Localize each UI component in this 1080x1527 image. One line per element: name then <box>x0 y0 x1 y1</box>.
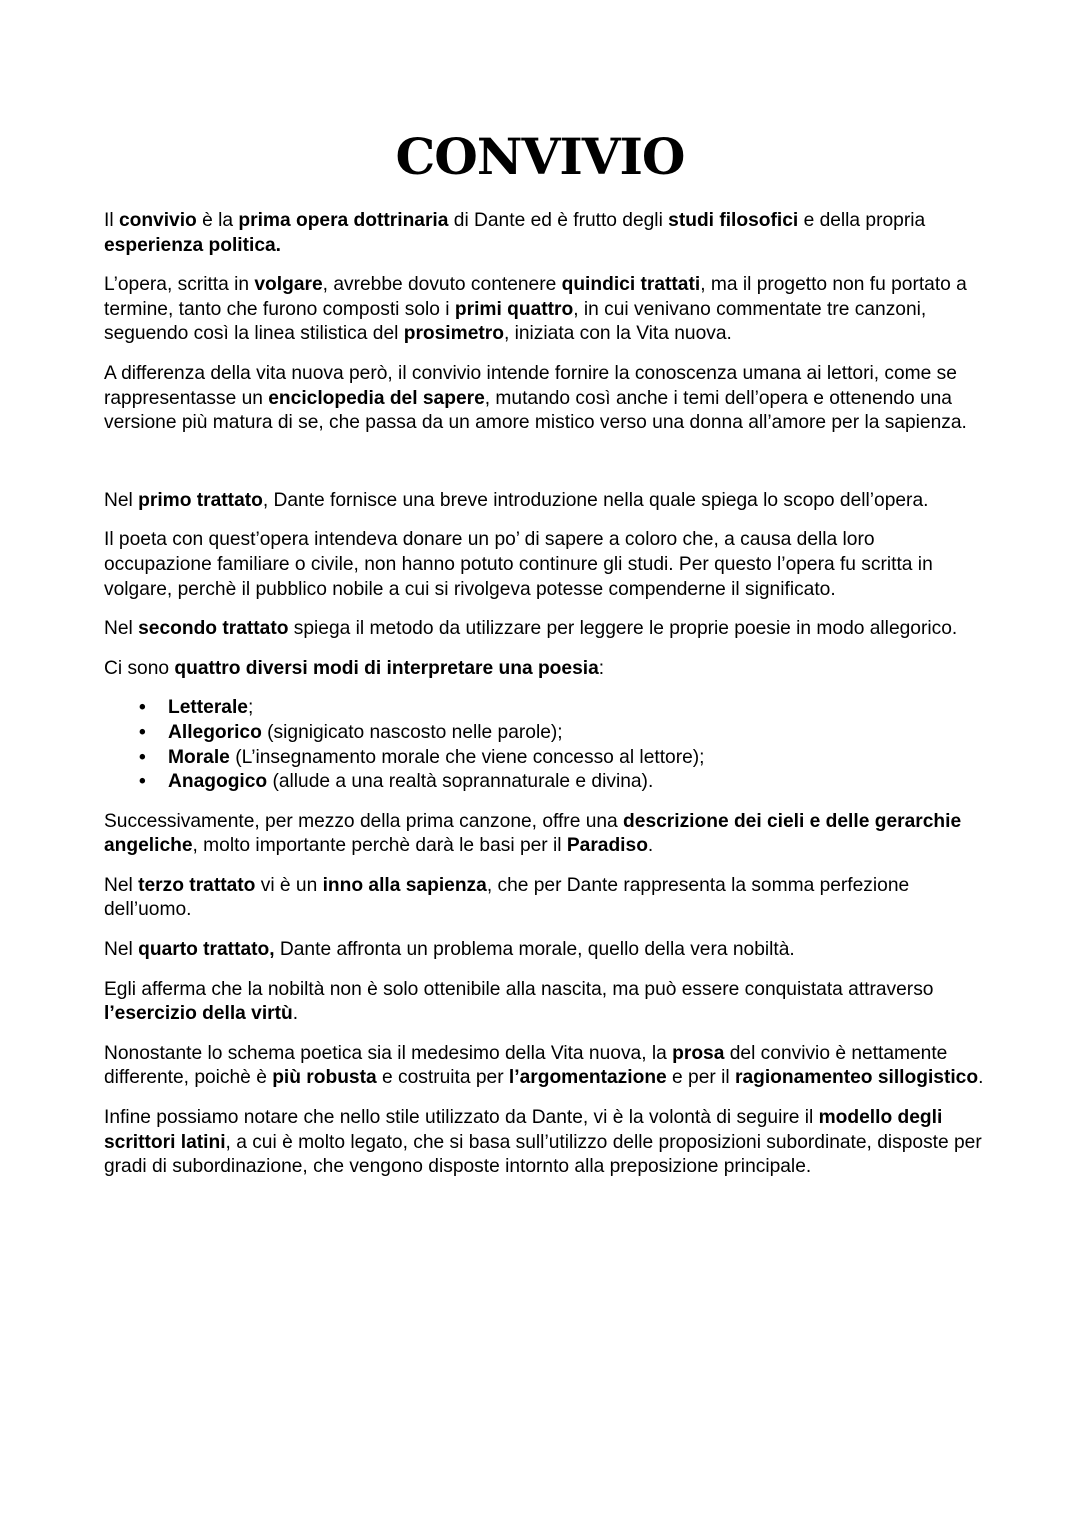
bold-text-run: Anagogico <box>168 771 268 793</box>
text-run: del convivio è nettamente differente, poichè è <box>104 1042 948 1089</box>
paragraph <box>104 1106 984 1180</box>
bold-text-run: terzo trattato <box>138 874 256 896</box>
text-run: A differenza della vita nuova però, il convivio intende fornire la conoscenza umana ai lettori, come se rappresentasse un <box>104 362 957 409</box>
interpretation-modes-list <box>104 696 984 794</box>
text-run: è la <box>196 210 239 231</box>
bold-text-run: descrizione dei cieli e delle gerarchie angeliche <box>104 810 962 857</box>
bold-text-run: convivio <box>118 210 197 231</box>
text-run: e per il <box>666 1067 735 1089</box>
list-item-text <box>168 771 653 792</box>
bold-text-run: Paradiso <box>566 835 648 857</box>
text-run: Ci sono <box>104 657 175 679</box>
text-run: (L’insegnamento morale che viene concesso al lettore); <box>229 746 705 768</box>
bold-text-run: volgare <box>254 274 323 296</box>
text-run: Nel <box>104 874 139 896</box>
bullet-icon: • <box>139 746 146 768</box>
text-run: e della propria <box>798 210 926 231</box>
bold-text-run: Letterale <box>168 697 248 719</box>
paragraph <box>104 362 984 436</box>
list-item <box>139 770 984 795</box>
bullet-icon: • <box>139 721 146 743</box>
bold-text-run: prosimetro <box>403 323 504 345</box>
text-run: Il poeta con quest’opera intendeva donare un po’ di sapere a coloro che, a causa della loro occupazione familiare o civile, non hanno potuto continure gli studi. Per questo l’opera fu scritta in volgare, perchè il pubblico nobile a cui si rivolgeva potesse compenderne il significato. <box>104 529 933 600</box>
bold-text-run: modello degli scrittori latini <box>104 1107 943 1153</box>
text-run: di Dante ed è frutto degli <box>448 210 669 231</box>
text-run: , molto importante perchè darà le basi per il <box>192 835 567 857</box>
text-run: Dante affronta un problema morale, quello della vera nobiltà. <box>274 939 795 961</box>
text-run: . <box>978 1067 984 1089</box>
text-run: , che per Dante rappresenta la somma perfezione dell’uomo. <box>104 874 910 921</box>
bold-text-run: secondo trattato <box>138 618 289 640</box>
text-run: Nel <box>104 939 139 961</box>
bold-text-run: inno alla sapienza <box>322 874 487 896</box>
bold-text-run: primo trattato <box>138 489 263 511</box>
text-run: Infine possiamo notare che nello stile utilizzato da Dante, vi è la volontà di seguire il <box>104 1107 819 1129</box>
paragraph <box>104 617 984 642</box>
bold-text-run: Morale <box>168 746 230 768</box>
document-body <box>104 209 984 1195</box>
text-run: : <box>598 657 605 679</box>
text-run: e costruita per <box>376 1067 509 1089</box>
bold-text-run: prosa <box>672 1042 725 1064</box>
list-item <box>139 721 984 746</box>
paragraph <box>104 528 984 602</box>
bold-text-run: quindici trattati <box>561 274 701 296</box>
text-run: Nonostante lo schema poetica sia il medesimo della Vita nuova, la <box>104 1042 673 1064</box>
bold-text-run: Allegorico <box>168 721 262 743</box>
text-run: , in cui venivano commentate tre canzoni, seguendo così la linea stilistica del <box>104 298 927 345</box>
bold-text-run: esperienza politica. <box>104 234 282 256</box>
paragraph <box>104 489 984 514</box>
bold-text-run: l’argomentazione <box>508 1067 667 1089</box>
paragraph <box>104 978 984 1027</box>
list-item-text <box>168 697 253 718</box>
text-run: , a cui è molto legato, che si basa sull’utilizzo delle proposizioni subordinate, disposte per gradi di subordinazione, che vengono disposte intornto alla preposizione principale. <box>104 1131 982 1178</box>
text-run: , iniziata con la Vita nuova. <box>503 323 732 345</box>
text-run: Egli afferma che la nobiltà non è solo ottenibile alla nascita, ma può essere conquistata attraverso <box>104 978 934 1000</box>
text-run: , ma il progetto non fu portato a termine, tanto che furono composti solo i <box>104 274 967 320</box>
bold-text-run: più robusta <box>272 1067 377 1089</box>
bold-text-run: quarto trattato, <box>138 939 275 961</box>
bullet-icon: • <box>139 697 146 719</box>
text-run: Nel <box>104 489 139 511</box>
text-run: vi è un <box>255 874 323 896</box>
bullet-icon: • <box>139 771 146 793</box>
bold-text-run: enciclopedia del sapere <box>268 387 485 409</box>
paragraph <box>104 810 984 859</box>
text-run: ; <box>247 697 254 719</box>
text-run: , mutando così anche i temi dell’opera e ottenendo una versione più matura di se, che passa da un amore mistico verso una donna all’amore per la sapienza. <box>104 387 967 434</box>
list-item-text <box>168 747 704 768</box>
text-run: (signigicato nascosto nelle parole); <box>261 721 563 743</box>
bold-text-run: quattro diversi modi di interpretare una poesia <box>174 657 599 679</box>
bold-text-run: prima opera dottrinaria <box>238 210 449 231</box>
paragraph <box>104 874 984 923</box>
text-run: Successivamente, per mezzo della prima canzone, offre una <box>104 810 624 832</box>
paragraph <box>104 657 984 682</box>
list-item-text <box>168 722 563 743</box>
text-run: Nel <box>104 618 139 640</box>
text-run: (allude a una realtà soprannaturale e divina). <box>267 771 654 793</box>
text-run: Il <box>104 210 119 231</box>
paragraph <box>104 938 984 963</box>
paragraph <box>104 1042 984 1091</box>
list-item <box>139 696 984 721</box>
paragraph <box>104 273 984 347</box>
text-run: . <box>292 1003 299 1025</box>
bold-text-run: l’esercizio della virtù <box>104 1003 293 1025</box>
text-run: , Dante fornisce una breve introduzione nella quale spiega lo scopo dell’opera. <box>262 489 929 511</box>
text-run: L’opera, scritta in <box>104 274 255 296</box>
paragraph <box>104 209 984 258</box>
text-run: , avrebbe dovuto contenere <box>322 274 562 296</box>
bold-text-run: primi quattro <box>454 298 574 320</box>
text-run: spiega il metodo da utilizzare per leggere le proprie poesie in modo allegorico. <box>288 618 958 640</box>
text-run: . <box>647 835 654 857</box>
bold-text-run: ragionamenteo sillogistico <box>734 1067 979 1089</box>
page-title: CONVIVIO <box>395 127 685 186</box>
list-item <box>139 746 984 771</box>
bold-text-run: studi filosofici <box>668 210 799 231</box>
